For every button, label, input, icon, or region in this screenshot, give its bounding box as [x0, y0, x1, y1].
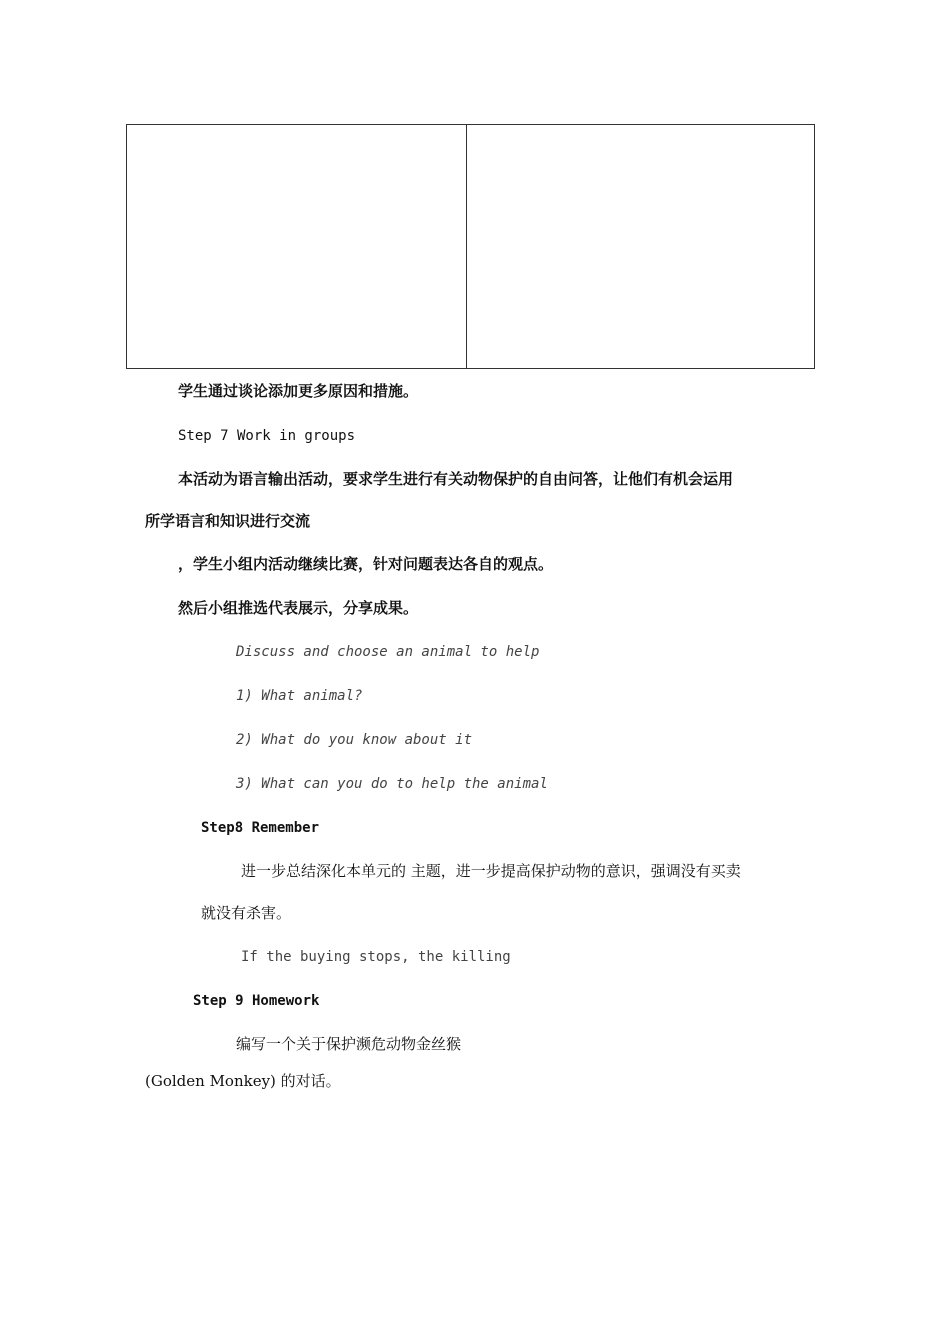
heading-step-9: Step 9 Homework: [193, 993, 320, 1009]
paragraph-activity-line-4: 然后小组推选代表展示，分享成果。: [178, 599, 419, 617]
discussion-prompt: Discuss and choose an animal to help: [236, 644, 540, 660]
paragraph-summary-line-2: 就没有杀害。: [201, 904, 292, 922]
heading-step-8: Step8 Remember: [201, 820, 320, 836]
table-cell-left: [127, 125, 467, 368]
table-cell-right: [467, 125, 814, 368]
slogan-line: If the buying stops, the killing: [241, 949, 511, 965]
question-3: 3) What can you do to help the animal: [236, 776, 548, 792]
question-2: 2) What do you know about it: [236, 732, 473, 748]
content-table: [126, 124, 815, 369]
paragraph-activity-line-2: 所学语言和知识进行交流: [145, 512, 311, 530]
homework-line-2: (Golden Monkey) 的对话。: [145, 1072, 341, 1090]
homework-line-1: 编写一个关于保护濒危动物金丝猴: [236, 1035, 462, 1053]
paragraph-activity-line-1: 本活动为语言输出活动，要求学生进行有关动物保护的自由问答，让他们有机会运用: [178, 470, 734, 488]
heading-step-7: Step 7 Work in groups: [178, 428, 356, 444]
paragraph-summary-line-1: 进一步总结深化本单元的 主题，进一步提高保护动物的意识，强调没有买卖: [241, 862, 741, 880]
paragraph-activity-line-3: ，学生小组内活动继续比赛，针对问题表达各自的观点。: [178, 555, 554, 573]
question-1: 1) What animal?: [236, 688, 363, 704]
paragraph-reasons: 学生通过谈论添加更多原因和措施。: [178, 382, 419, 400]
